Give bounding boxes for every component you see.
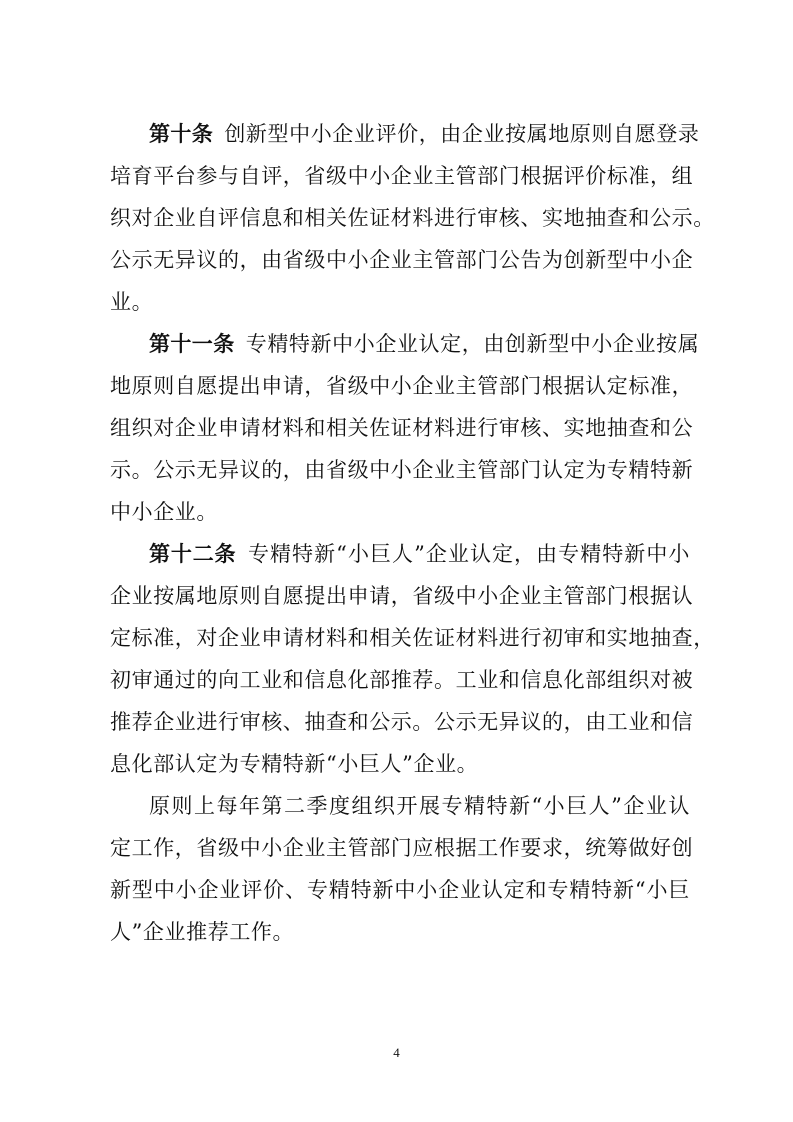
article-11-first-line — [149, 332, 700, 358]
article-12-line-4: 初审通过的向工业和信息化部推荐。工业和信息化部组织对被 — [110, 668, 694, 692]
closing-paragraph-line-3: 新型中小企业评价、专精特新中小企业认定和专精特新“小巨 — [110, 878, 690, 902]
closing-paragraph-line-2: 定工作，省级中小企业主管部门应根据工作要求，统筹做好创 — [110, 836, 694, 860]
article-11-line-2: 地原则自愿提出申请，省级中小企业主管部门根据认定标准， — [110, 374, 694, 398]
article-11-heading: 第十一条 — [149, 332, 235, 356]
article-12-line-3: 定标准，对企业申请材料和相关佐证材料进行初审和实地抽查， — [110, 626, 715, 650]
article-10-line-3: 织对企业自评信息和相关佐证材料进行审核、实地抽查和公示。 — [110, 206, 715, 230]
article-11-line-4: 示。公示无异议的，由省级中小企业主管部门认定为专精特新 — [110, 458, 694, 482]
article-10-line-4: 公示无异议的，由省级中小企业主管部门公告为创新型中小企 — [110, 248, 694, 272]
article-12-heading: 第十二条 — [149, 542, 237, 566]
article-11-line-3: 组织对企业申请材料和相关佐证材料进行审核、实地抽查和公 — [110, 416, 694, 440]
article-10-line-2: 培育平台参与自评，省级中小企业主管部门根据评价标准，组 — [110, 164, 694, 188]
article-10-first-line — [149, 122, 700, 148]
article-10-heading: 第十条 — [149, 122, 214, 146]
closing-paragraph-line-4: 人”企业推荐工作。 — [110, 920, 295, 944]
article-12-line-1: 专精特新“小巨人”企业认定，由专精特新中小 — [247, 542, 690, 566]
article-12-first-line — [149, 542, 690, 568]
article-12-line-2: 企业按属地原则自愿提出申请，省级中小企业主管部门根据认 — [110, 584, 694, 608]
page-number: 4 — [393, 1045, 400, 1060]
article-11-line-5: 中小企业。 — [110, 500, 218, 524]
article-12-line-6: 息化部认定为专精特新“小巨人”企业。 — [110, 752, 479, 776]
article-10-line-1: 创新型中小企业评价，由企业按属地原则自愿登录 — [224, 122, 700, 146]
article-10-line-5: 业。 — [110, 290, 154, 314]
article-12-line-5: 推荐企业进行审核、抽查和公示。公示无异议的，由工业和信 — [110, 710, 694, 734]
closing-paragraph-line-1: 原则上每年第二季度组织开展专精特新“小巨人”企业认 — [149, 794, 690, 818]
article-11-line-1: 专精特新中小企业认定，由创新型中小企业按属 — [245, 332, 700, 356]
